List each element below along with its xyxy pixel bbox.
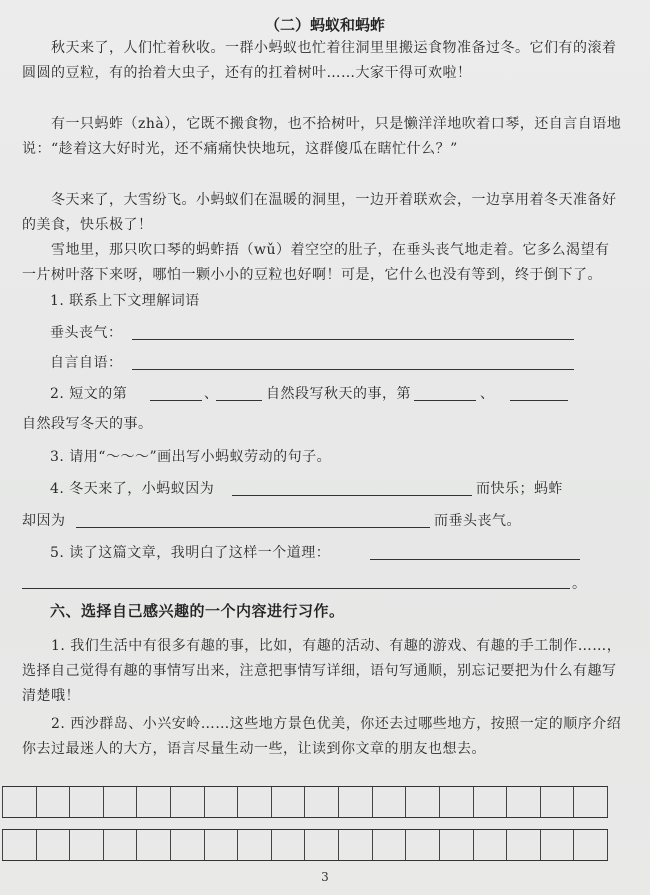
question-1-title: 1. 联系上下文理解词语 [50,293,200,309]
question-1-term-a: 垂头丧气： [50,325,123,341]
answer-line-4a[interactable] [232,495,472,496]
answer-line-2c[interactable] [414,400,476,401]
answer-line-2d[interactable] [510,400,568,401]
question-1-term-b: 自言自语： [50,355,123,371]
answer-line-2a[interactable] [150,400,202,401]
question-5-period: 。 [572,576,587,592]
answer-line-1b[interactable] [132,369,574,370]
question-4-continued: 却因为 [22,513,66,529]
question-2-end: 自然段写冬天的事。 [22,416,153,432]
question-4-end: 而垂头丧气。 [434,513,521,529]
question-2-middle: 自然段写秋天的事，第 [266,386,411,402]
page-number: 3 [321,870,329,884]
answer-line-1a[interactable] [132,339,574,340]
passage-title: （二）蚂蚁和蚂蚱 [264,16,385,34]
answer-line-5a[interactable] [370,559,580,560]
story-paragraph-1: 秋天来了，人们忙着秋收。一群小蚂蚁也忙着往洞里里搬运食物准备过冬。它们有的滚着圆圆的豆粒，有的抬着大虫子，还有的扛着树叶……大家干得可欢啦！ [22,40,617,81]
question-5: 5. 读了这篇文章，我明白了这样一个道理： [50,545,331,561]
answer-line-2b[interactable] [216,400,262,401]
question-3: 3. 请用“～～～”画出写小蚂蚁劳动的句子。 [50,449,332,465]
story-paragraph-4: 雪地里，那只吹口琴的蚂蚱捂（wǔ）着空空的肚子，在垂头丧气地走着。它多么渴望有一片树叶落下来呀，哪怕一颗小小的豆粒也好啊！可是，它什么也没有等到，终于倒下了。 [22,242,610,283]
answer-line-4b[interactable] [76,527,430,528]
question-4-middle: 而快乐；蚂蚱 [476,481,563,497]
question-2-separator-1: 、 [204,386,219,402]
composition-grid-row-2[interactable] [2,829,608,861]
story-paragraph-3: 冬天来了，大雪纷飞。小蚂蚁们在温暖的洞里，一边开着联欢会，一边享用着冬天准备好的美食，快乐极了！ [22,192,617,233]
composition-grid-row-1[interactable] [2,786,608,818]
section-6-title: 六、选择自己感兴趣的一个内容进行习作。 [50,602,345,620]
story-paragraph-2: 有一只蚂蚱（zhà），它既不搬食物，也不拾树叶，只是懒洋洋地吹着口琴，还自言自语地说：“趁着这大好时光，还不痛痛快快地玩，这群傻瓜在瞎忙什么？” [22,116,622,157]
question-4-start: 4. 冬天来了，小蚂蚁因为 [50,481,215,497]
writing-option-2: 2. 西沙群岛、小兴安岭……这些地方景色优美，你还去过哪些地方，按照一定的顺序介绍你去过最迷人的大方，语言尽量生动一些，让读到你文章的朋友也想去。 [22,716,622,757]
writing-option-1: 1. 我们生活中有很多有趣的事，比如，有趣的活动、有趣的游戏、有趣的手工制作……，选择自己觉得有趣的事情写出来，注意把事情写详细，语句写通顺，别忘记要把为什么有趣写清楚哦！ [22,638,622,704]
question-2-start: 2. 短文的第 [50,386,128,402]
answer-line-5b[interactable] [22,588,570,589]
question-2-separator-2: 、 [480,386,495,402]
